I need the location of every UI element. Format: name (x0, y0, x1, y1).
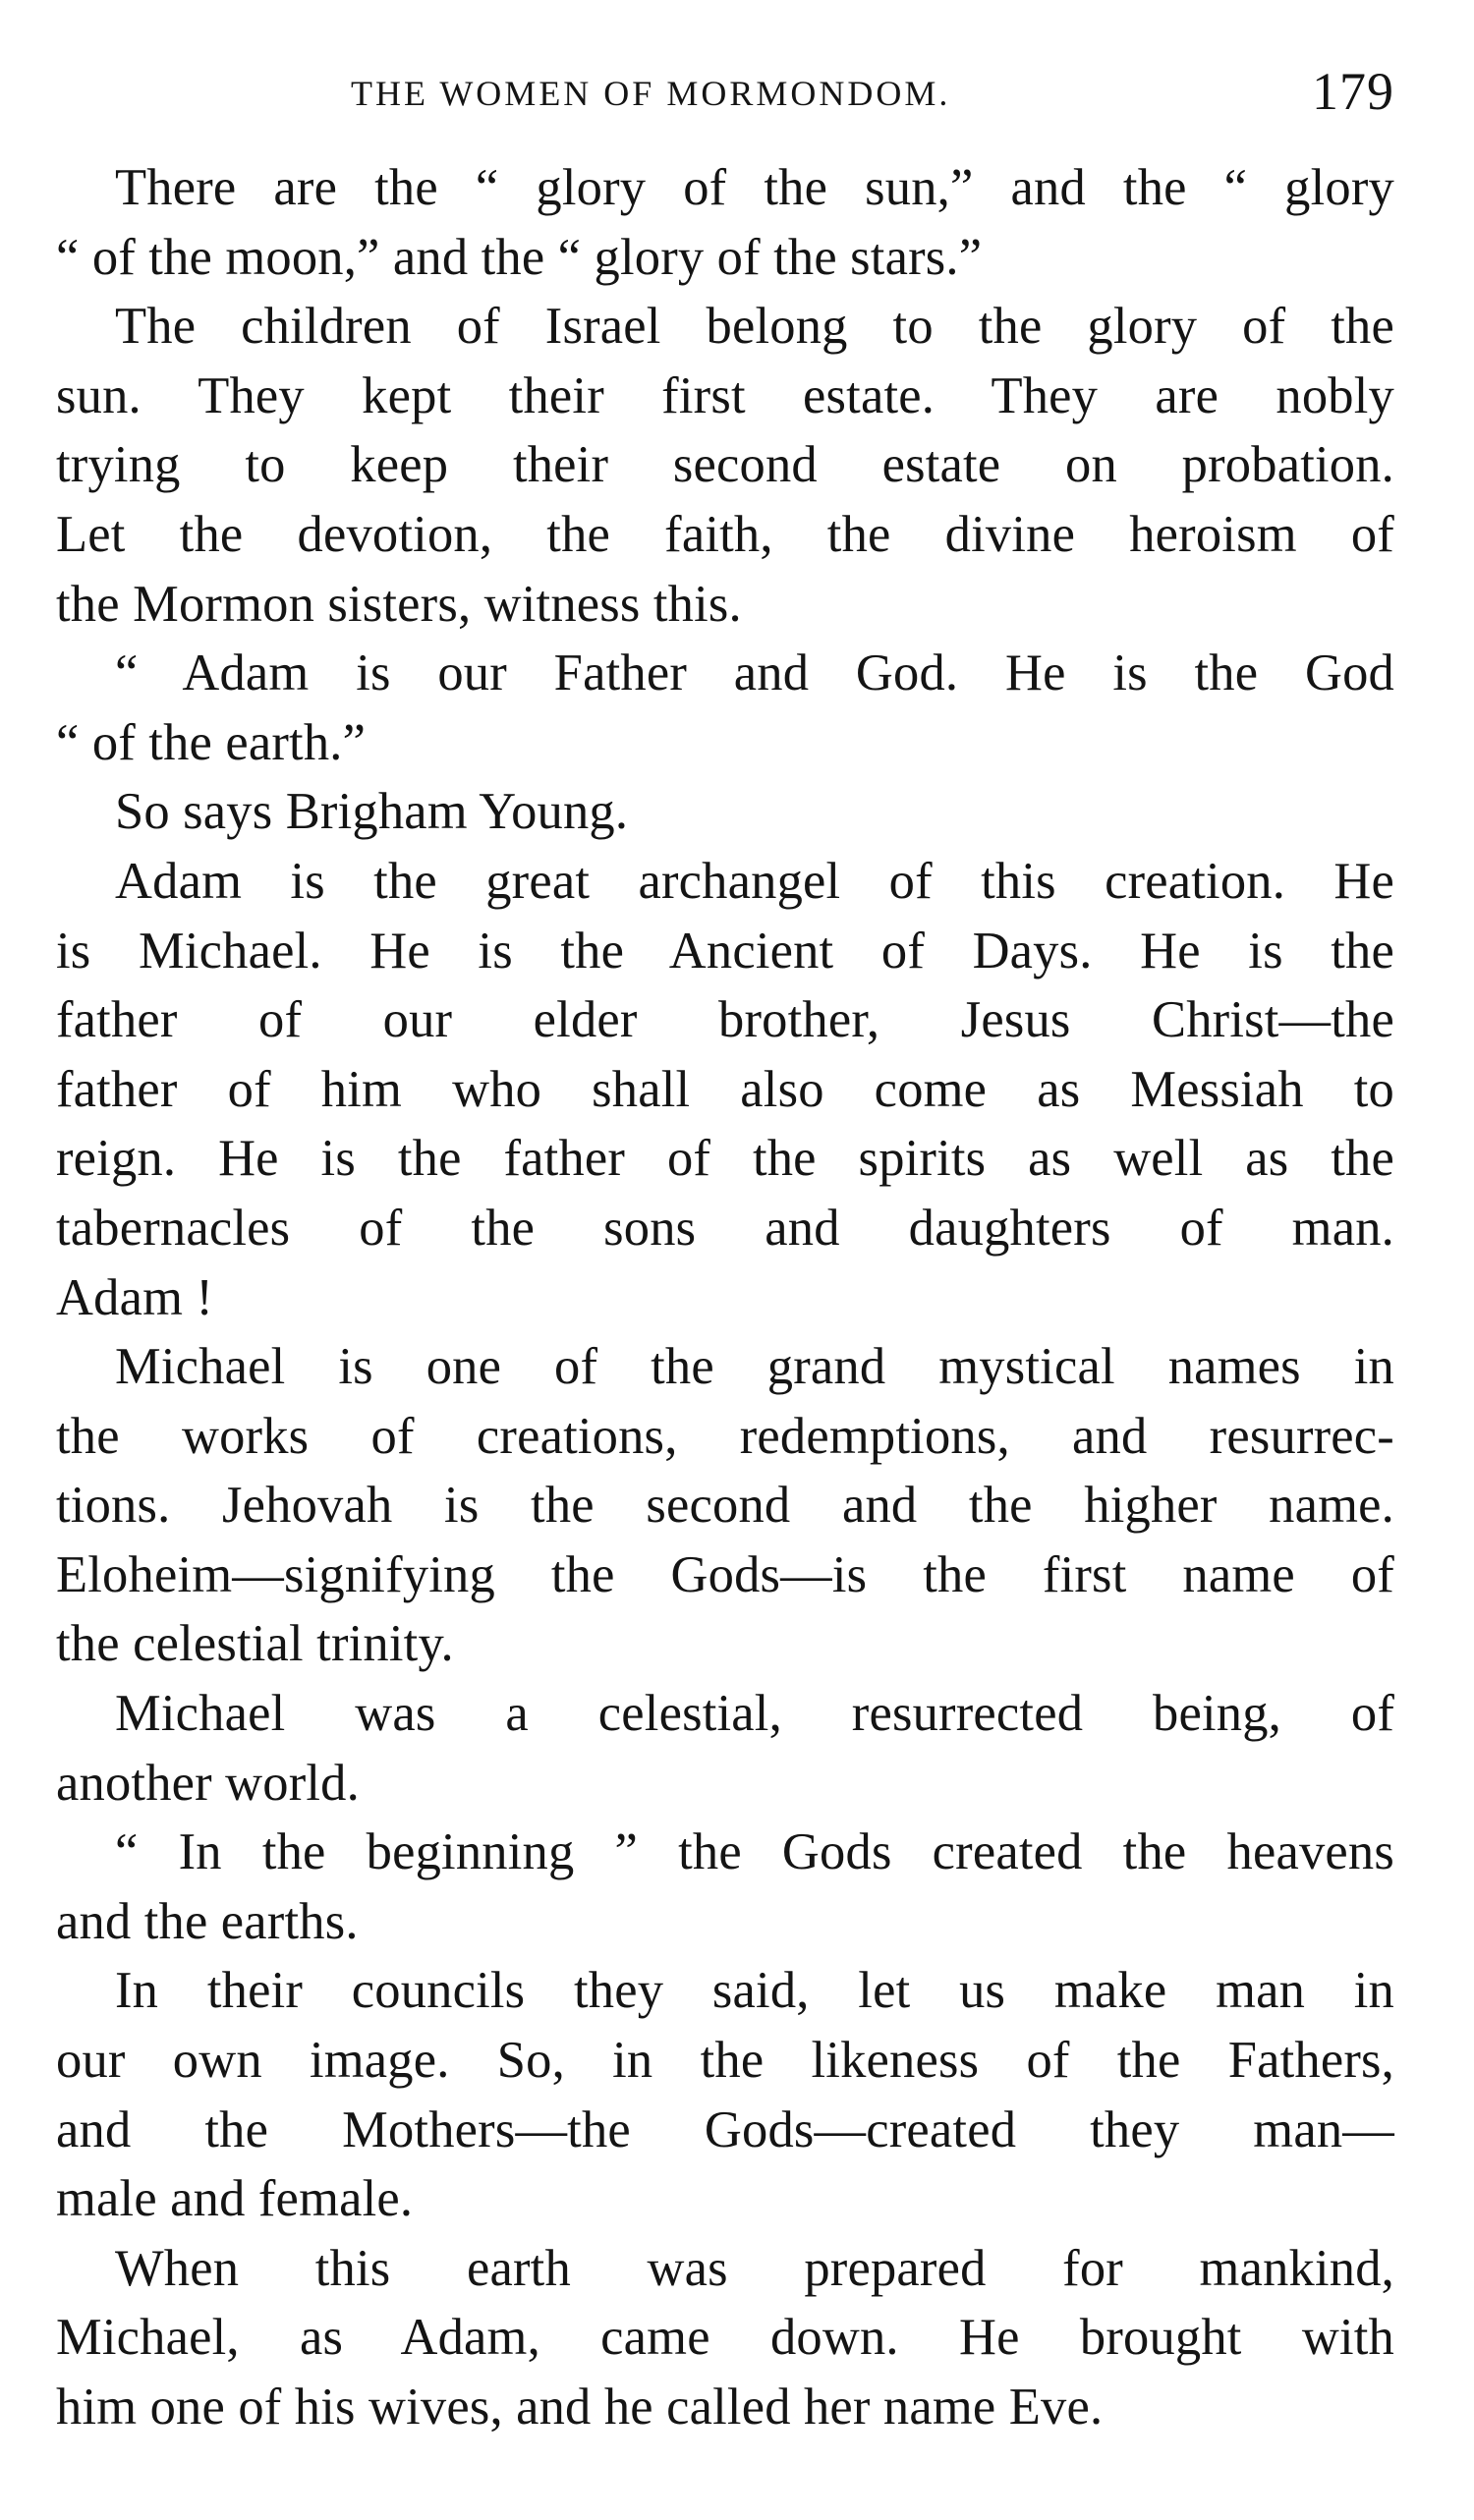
text-line: “ of the moon,” and the “ glory of the stars.” (56, 228, 983, 286)
text-line: another world. (56, 1754, 360, 1812)
text-line: So says Brigham Young. (115, 783, 629, 841)
text-line: tions. Jehovah is the second and the higher name. (56, 1477, 1394, 1535)
paragraph (56, 292, 1394, 639)
paragraph (56, 777, 1394, 847)
paragraph (56, 1332, 1394, 1679)
text-line: “ Adam is our Father and God. He is the God (115, 644, 1394, 702)
text-line: male and female. (56, 2170, 414, 2228)
text-line: and the Mothers—the Gods—created they man— (56, 2100, 1394, 2158)
text-line: The children of Israel belong to the glory of the (115, 298, 1394, 356)
paragraph (56, 1679, 1394, 1818)
running-head (56, 61, 1394, 130)
text-line: Michael is one of the grand mystical names in (115, 1338, 1394, 1396)
paragraph (56, 847, 1394, 1332)
running-title: THE WOMEN OF MORMONDOM. (351, 74, 951, 113)
text-line: “ of the earth.” (56, 713, 367, 771)
text-line: and the earths. (56, 1892, 359, 1950)
text-line: Michael, as Adam, came down. He brought with (56, 2309, 1394, 2367)
text-line: father of him who shall also come as Messiah to (56, 1060, 1394, 1118)
paragraph (56, 1956, 1394, 2233)
text-line: is Michael. He is the Ancient of Days. He is the (56, 922, 1394, 980)
paragraph (56, 1818, 1394, 1956)
text-line: “ In the beginning ” the Gods created the heavens (115, 1823, 1394, 1881)
paragraph (56, 639, 1394, 777)
paragraph (56, 153, 1394, 292)
book-page (56, 61, 1394, 2442)
text-line: sun. They kept their first estate. They are nobly (56, 366, 1394, 424)
text-line: the works of creations, redemptions, and resurrec- (56, 1407, 1394, 1465)
text-line: reign. He is the father of the spirits as well as the (56, 1130, 1394, 1188)
text-line: When this earth was prepared for mankind, (115, 2239, 1394, 2297)
page-number: 179 (1312, 62, 1394, 121)
text-line: In their councils they said, let us make man in (115, 1962, 1394, 2020)
text-line: Let the devotion, the faith, the divine heroism of (56, 505, 1394, 563)
text-line: Eloheim—signifying the Gods—is the first name of (56, 1545, 1394, 1603)
text-line: There are the “ glory of the sun,” and the “ glory (115, 159, 1394, 216)
text-line: trying to keep their second estate on probation. (56, 436, 1394, 494)
text-line: Adam is the great archangel of this creation. He (115, 852, 1394, 910)
text-line: the Mormon sisters, witness this. (56, 575, 742, 633)
text-line: Michael was a celestial, resurrected being, of (115, 1685, 1394, 1743)
text-line: Adam ! (56, 1268, 214, 1326)
text-line: him one of his wives, and he called her name Eve. (56, 2379, 1104, 2436)
paragraph (56, 2234, 1394, 2442)
body-text (56, 153, 1394, 2442)
text-line: the celestial trinity. (56, 1615, 454, 1673)
text-line: our own image. So, in the likeness of the Fathers, (56, 2032, 1394, 2090)
text-line: father of our elder brother, Jesus Christ—the (56, 991, 1394, 1049)
text-line: tabernacles of the sons and daughters of man. (56, 1199, 1394, 1257)
